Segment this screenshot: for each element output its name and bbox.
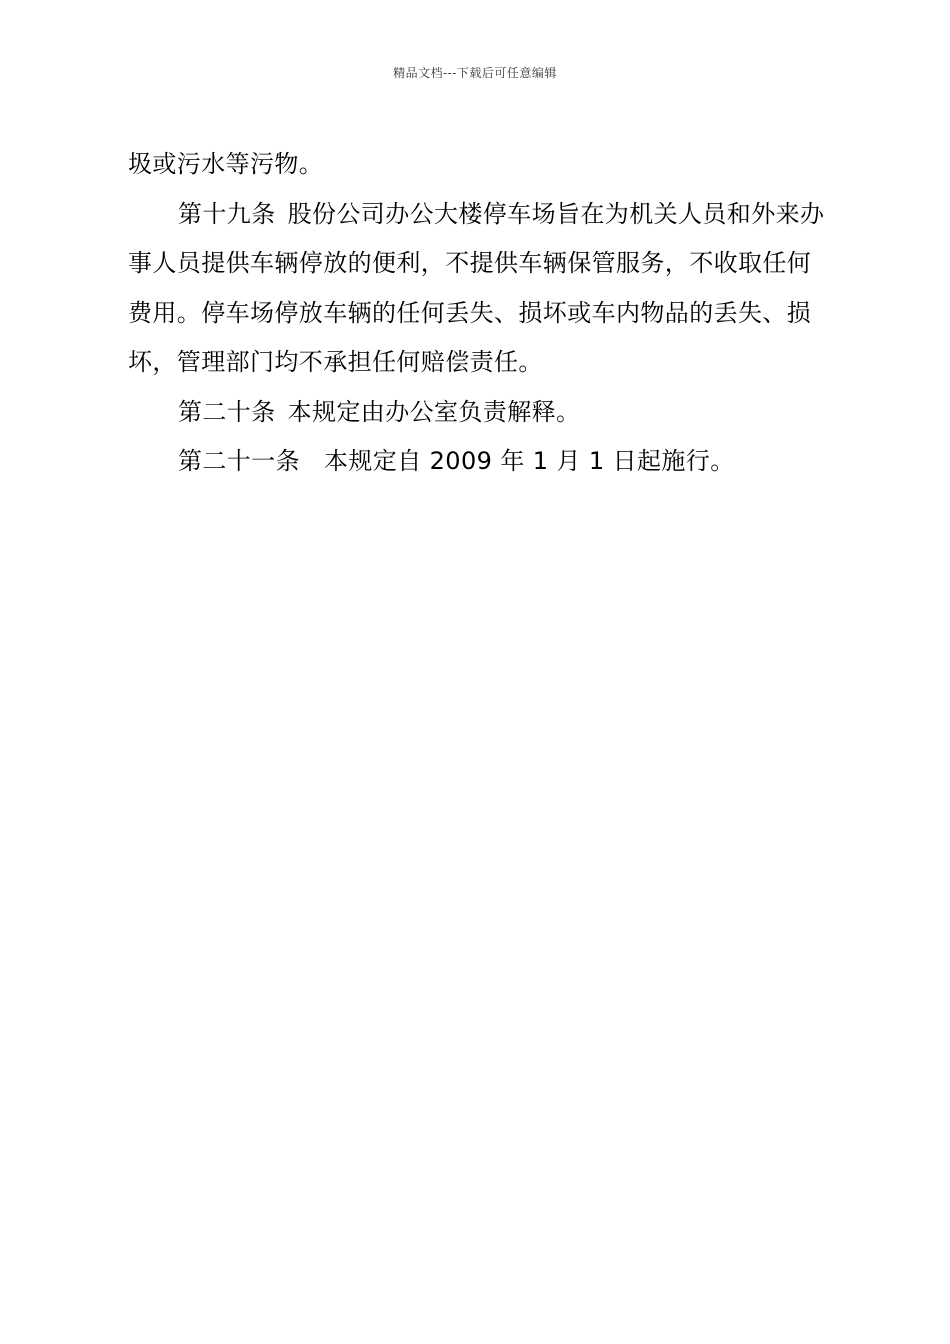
paragraph-continuation: 圾或污水等污物。 — [128, 150, 324, 178]
article-20-heading: 第二十条 — [178, 397, 276, 426]
article-21 — [128, 437, 828, 487]
article-19-heading: 第十九条 — [178, 199, 276, 228]
page-header: 精品文档---下载后可任意编辑 — [393, 66, 557, 80]
document-body — [128, 140, 828, 487]
article-21-heading: 第二十一条 — [178, 447, 300, 475]
article-21-text: 本规定自 2009 年 1 月 1 日起施行。 — [324, 447, 735, 475]
article-19 — [128, 190, 828, 388]
article-19-text: 股份公司办公大楼停车场旨在为机关人员和外来办事人员提供车辆停放的便利，不提供车辆保管服务，不收取任何费用。停车场停放车辆的任何丢失、损坏或车内物品的丢失、损坏，管理部门均不承担任何赔偿责任。 — [128, 199, 825, 376]
article-20-text: 本规定由办公室负责解释。 — [287, 397, 581, 426]
article-20 — [128, 388, 828, 438]
